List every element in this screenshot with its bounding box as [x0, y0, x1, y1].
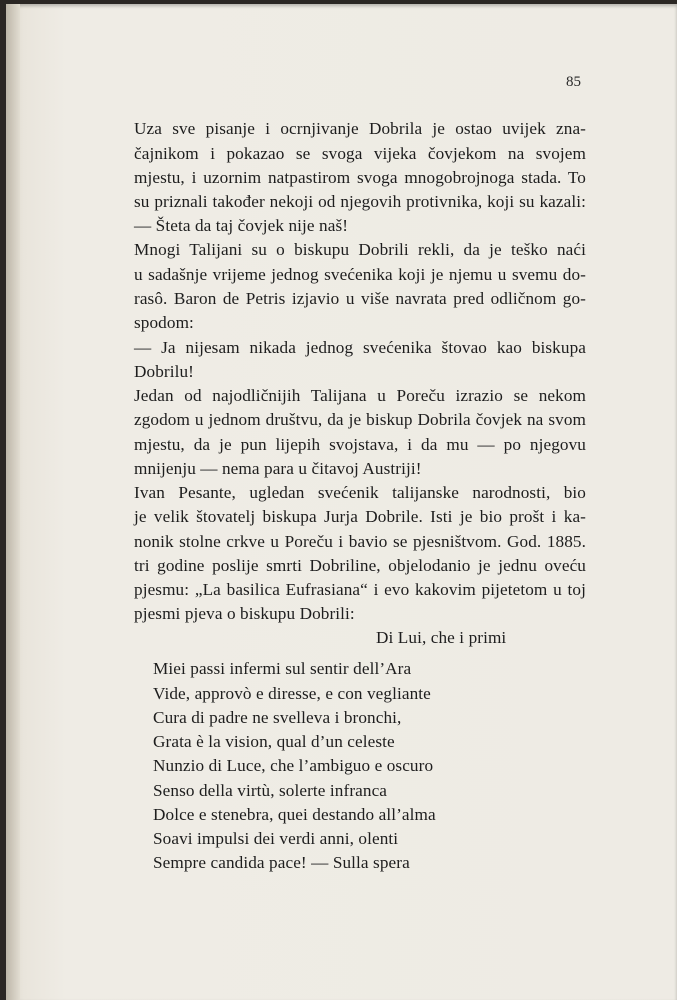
text-line: Mnogi Talijani su o biskupu Dobrili rekli, da je teško naći [134, 240, 586, 259]
text-line: mjestu, i uzornim natpastirom svoga mnogobrojnoga stada. To [134, 168, 586, 187]
text-line: mnijenju — nema para u čitavoj Austriji! [134, 459, 422, 478]
text-line: Ivan Pesante, ugledan svećenik talijanske narodnosti, bio [134, 483, 586, 502]
text-line: rasô. Baron de Petris izjavio u više navrata pred odličnom go- [134, 289, 586, 308]
text-line: Uza sve pisanje i ocrnjivanje Dobrila je ostao uvijek zna- [134, 119, 586, 138]
text-line: je velik štovatelj biskupa Jurja Dobrile. Isti je bio prošt i ka- [134, 507, 586, 526]
text-line: — Šteta da taj čovjek nije naš! [134, 216, 349, 235]
poem-line: Vide, approvò e diresse, e con vegliante [153, 684, 431, 703]
text-line: spodom: [134, 313, 194, 332]
page-number: 85 [566, 74, 581, 90]
poem-line: Soavi impulsi dei verdi anni, olenti [153, 829, 399, 848]
text-line: pjesmi pjeva o biskupu Dobrili: [134, 604, 355, 623]
text-line: tri godine poslije smrti Dobriline, objelodanio je jednu oveću [134, 556, 586, 575]
text-line: Dobrilu! [134, 362, 194, 381]
text-line: su priznali također nekoji od njegovih protivnika, koji su kazali: [134, 192, 586, 211]
text-line: čajnikom i pokazao se svoga vijeka čovjekom na svojem [134, 144, 586, 163]
poem-line: Dolce e stenebra, quei destando all’alma [153, 805, 436, 824]
text-line: Jedan od najodličnijih Talijana u Poreču izrazio se nekom [134, 386, 586, 405]
poem-line: Cura di padre ne svelleva i bronchi, [153, 708, 402, 727]
text-line: mjestu, da je pun lijepih svojstava, i da mu — po njegovu [134, 435, 586, 454]
poem-line: Nunzio di Luce, che l’ambiguo e oscuro [153, 756, 434, 775]
text-line: u sadašnje vrijeme jednog svećenika koji je njemu u svemu do- [134, 265, 586, 284]
poem-line: Grata è la vision, qual d’un celeste [153, 732, 395, 751]
poem-line: Miei passi infermi sul sentir dell’Ara [153, 659, 412, 678]
text-line: — Ja nijesam nikada jednog svećenika štovao kao biskupa [134, 338, 586, 357]
poem-line: Di Lui, che i primi [376, 628, 507, 647]
page-spine-shadow [6, 4, 20, 1000]
text-line: pjesmu: „La basilica Eufrasiana“ i evo kakovim pijetetom u toj [134, 580, 586, 599]
poem-line: Sempre candida pace! — Sulla spera [153, 853, 410, 872]
poem-line: Senso della virtù, solerte infranca [153, 781, 388, 800]
book-page [6, 4, 677, 1000]
text-line: zgodom u jednom društvu, da je biskup Dobrila čovjek na svom [134, 410, 586, 429]
text-line: nonik stolne crkve u Poreču i bavio se pjesništvom. God. 1885. [134, 532, 586, 551]
